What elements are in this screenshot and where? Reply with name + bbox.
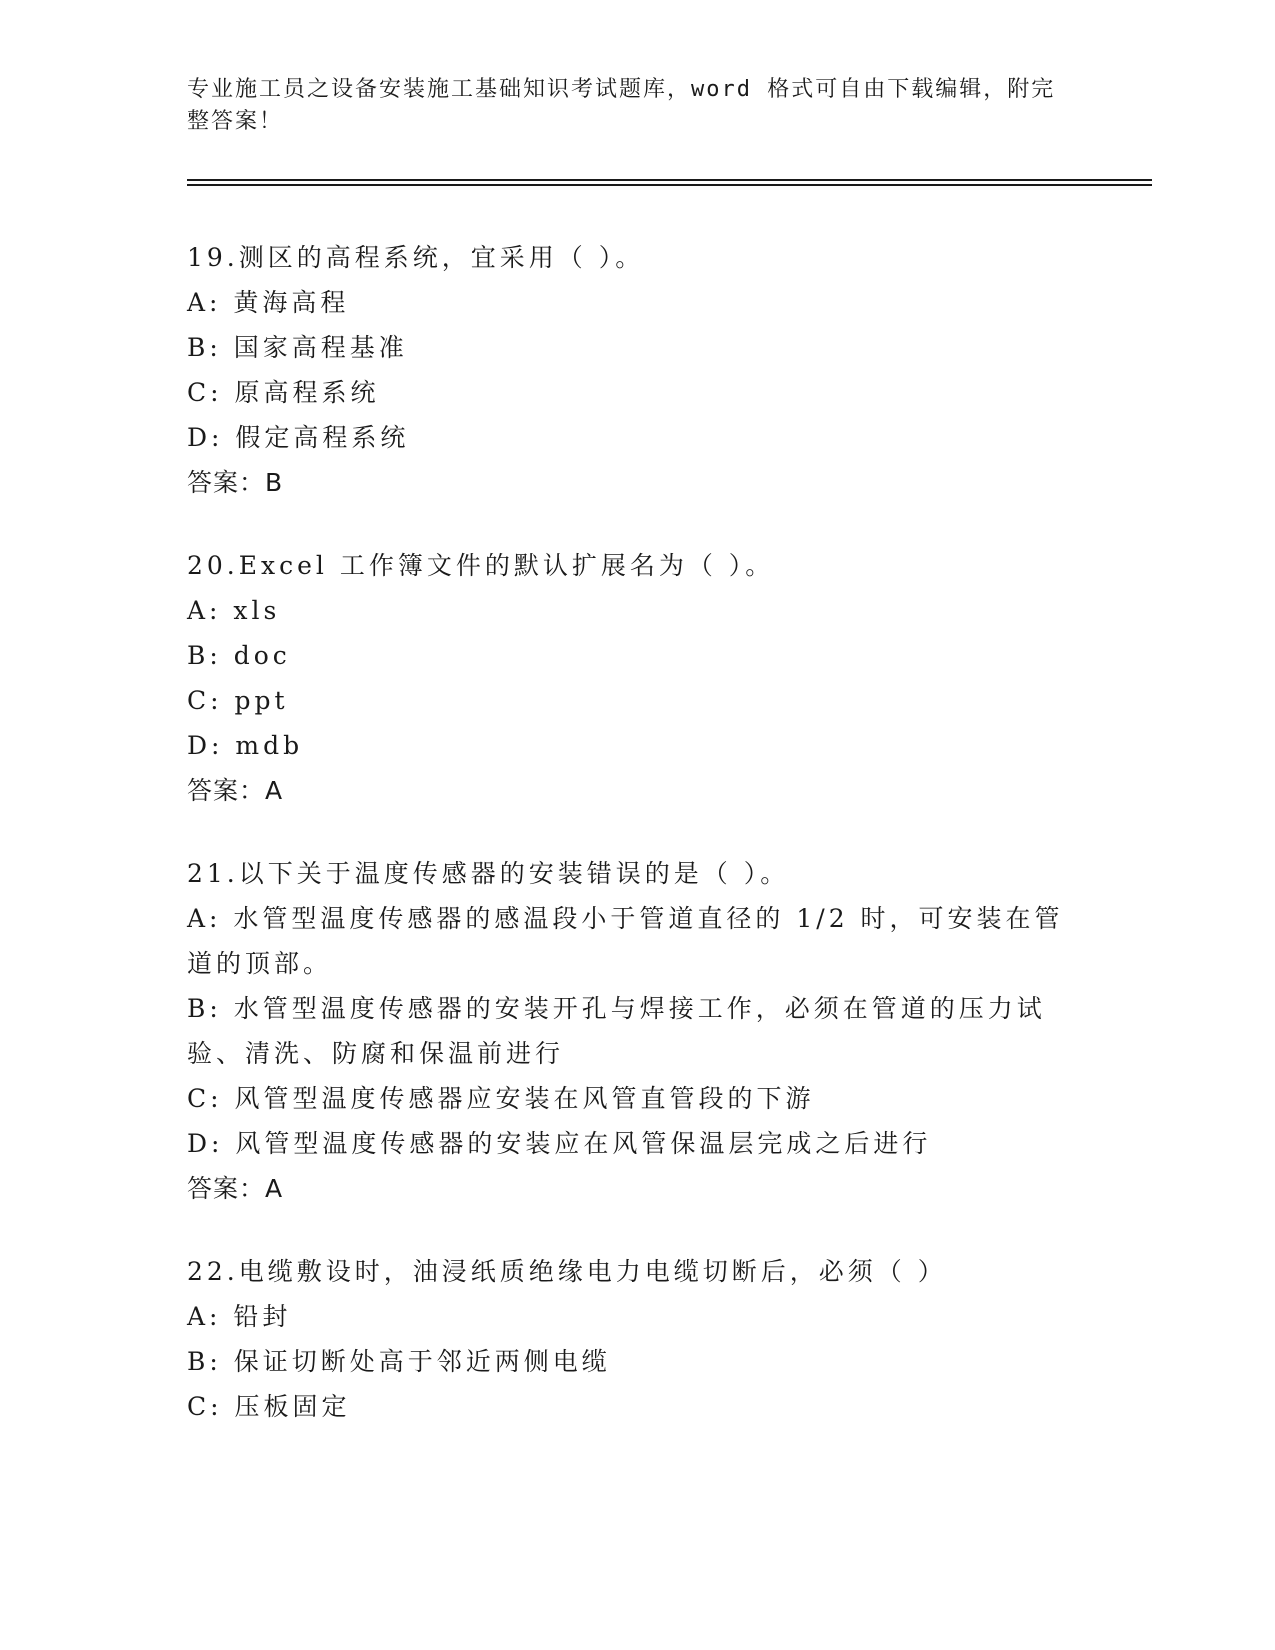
question-21 [187, 851, 1087, 1211]
option-a: A: 黄海高程 [187, 288, 350, 317]
option-c: C: ppt [187, 686, 289, 715]
option-c: C: 原高程系统 [187, 378, 380, 407]
option-a: A: 铅封 [187, 1302, 292, 1331]
answer-label: 答案：A [187, 776, 284, 805]
question-stem: 21.以下关于温度传感器的安装错误的是（ ）。 [187, 859, 790, 888]
option-b: B: 水管型温度传感器的安装开孔与焊接工作，必须在管道的压力试验、清洗、防腐和保温前进行 [187, 994, 1046, 1068]
option-d: D: 风管型温度传感器的安装应在风管保温层完成之后进行 [187, 1129, 932, 1158]
option-b: B: doc [187, 641, 291, 670]
option-b: B: 国家高程基准 [187, 333, 408, 362]
header-divider-top [187, 179, 1152, 181]
question-22 [187, 1249, 1087, 1429]
option-a: A: 水管型温度传感器的感温段小于管道直径的 1/2 时，可安装在管道的顶部。 [187, 904, 1064, 978]
question-20 [187, 543, 1087, 813]
question-list [187, 235, 1087, 1467]
question-stem: 22.电缆敷设时，油浸纸质绝缘电力电缆切断后，必须（ ） [187, 1257, 947, 1286]
question-19 [187, 235, 1087, 505]
option-a: A: xls [187, 596, 281, 625]
question-stem: 20.Excel 工作簿文件的默认扩展名为（ ）。 [187, 551, 775, 580]
option-d: D: mdb [187, 731, 304, 760]
option-d: D: 假定高程系统 [187, 423, 410, 452]
answer-label: 答案：B [187, 468, 284, 497]
option-b: B: 保证切断处高于邻近两侧电缆 [187, 1347, 611, 1376]
option-c: C: 压板固定 [187, 1392, 351, 1421]
document-header: 专业施工员之设备安装施工基础知识考试题库，word 格式可自由下载编辑，附完整答案！ [187, 77, 1056, 134]
question-stem: 19.测区的高程系统，宜采用（ ）。 [187, 243, 645, 272]
option-c: C: 风管型温度传感器应安装在风管直管段的下游 [187, 1084, 815, 1113]
header-divider-bottom [187, 184, 1152, 186]
answer-label: 答案：A [187, 1174, 284, 1203]
